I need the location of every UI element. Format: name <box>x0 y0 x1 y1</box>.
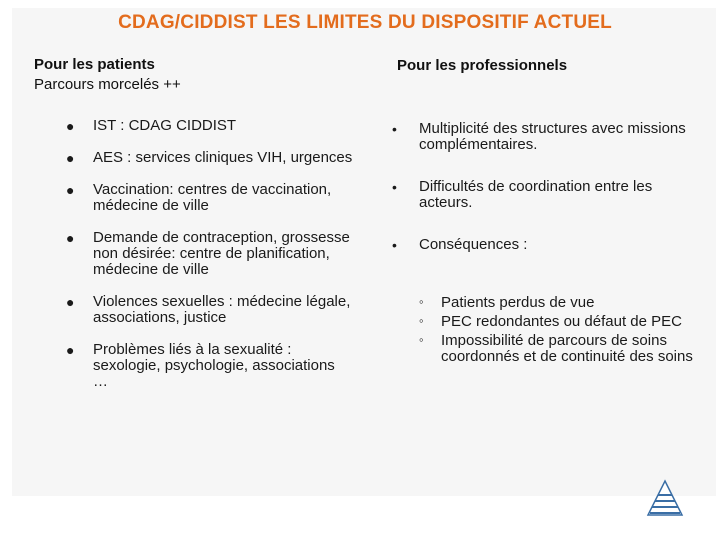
list-item: ● IST : CDAG CIDDIST <box>66 117 237 134</box>
left-heading: Pour les patients <box>34 56 155 73</box>
bullet-dot-icon: • <box>392 237 397 253</box>
bullet-dot-icon: ● <box>66 150 75 166</box>
bullet-dot-icon: • <box>392 179 397 195</box>
list-item: ● Demande de contraception, grossesse non désirée: centre de planification, médecine de ville <box>66 229 350 278</box>
left-subheading: Parcours morcelés ++ <box>34 76 181 93</box>
hollow-circle-icon: ◦ <box>419 294 424 309</box>
list-item: ● Violences sexuelles : médecine légale, associations, justice <box>66 293 351 326</box>
professionals-list <box>392 120 699 253</box>
hollow-circle-icon: ◦ <box>419 332 424 347</box>
slide-title: CDAG/CIDDIST LES LIMITES DU DISPOSITIF ACTUEL <box>118 12 612 33</box>
consequences-list <box>419 294 701 368</box>
list-item: • Difficultés de coordination entre les acteurs. <box>392 178 653 211</box>
bullet-dot-icon: ● <box>66 294 75 310</box>
bullet-dot-icon: • <box>392 121 397 137</box>
list-item: • Multiplicité des structures avec missions complémentaires. <box>392 120 686 153</box>
list-item: ● Vaccination: centres de vaccination, médecine de ville <box>66 181 332 214</box>
bullet-dot-icon: ● <box>66 342 75 358</box>
bullet-dot-icon: ● <box>66 118 75 134</box>
sub-list-item: ◦ Impossibilité de parcours de soins coordonnés et de continuité des soins <box>419 332 693 365</box>
patients-list <box>66 117 353 406</box>
right-column-header <box>397 56 567 76</box>
hollow-circle-icon: ◦ <box>419 313 424 328</box>
bullet-dot-icon: ● <box>66 230 75 246</box>
left-column-header <box>34 55 181 95</box>
pyramid-logo-icon <box>646 479 684 517</box>
list-item: • Conséquences : <box>392 236 528 253</box>
sub-list-item: ◦ PEC redondantes ou défaut de PEC <box>419 313 682 330</box>
right-heading: Pour les professionnels <box>397 57 568 74</box>
bullet-dot-icon: ● <box>66 182 75 198</box>
sub-list-item: ◦ Patients perdus de vue <box>419 294 595 311</box>
list-item: ● Problèmes liés à la sexualité : sexologie, psychologie, associations … <box>66 341 335 390</box>
list-item: ● AES : services cliniques VIH, urgences <box>66 149 353 166</box>
